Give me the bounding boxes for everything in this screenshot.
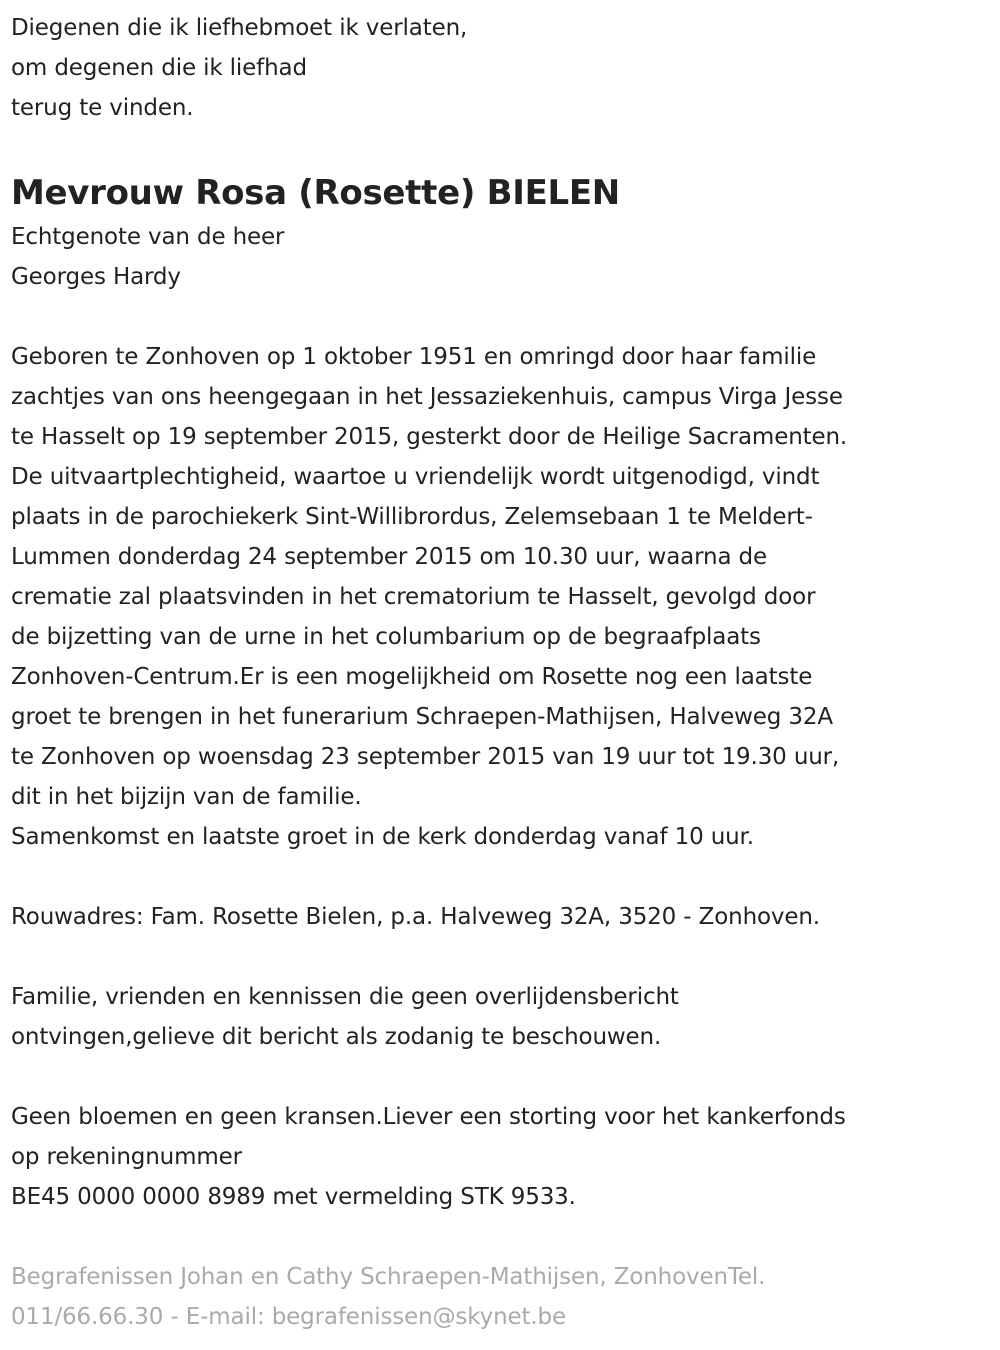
announcement-line: plaats in de parochiekerk Sint-Willibrordus, Zelemsebaan 1 te Meldert-	[11, 504, 813, 530]
mourning-address: Rouwadres: Fam. Rosette Bielen, p.a. Halveweg 32A, 3520 - Zonhoven.	[11, 904, 820, 930]
deceased-name: Mevrouw Rosa (Rosette) BIELEN	[11, 173, 620, 213]
spacer	[11, 297, 991, 337]
spacer	[11, 937, 991, 977]
announcement-text	[11, 337, 991, 857]
announcement-line: Geboren te Zonhoven op 1 oktober 1951 en omringd door haar familie	[11, 344, 817, 370]
spacer	[11, 1217, 991, 1257]
funeral-home-line: Begrafenissen Johan en Cathy Schraepen-Mathijsen, ZonhovenTel.	[11, 1264, 766, 1290]
obituary-document	[11, 8, 991, 1337]
verse-line: om degenen die ik liefhad	[11, 55, 307, 81]
verse-line: terug te vinden.	[11, 95, 194, 121]
notice-line: ontvingen,gelieve dit bericht als zodanig te beschouwen.	[11, 1024, 662, 1050]
announcement-line: Samenkomst en laatste groet in de kerk donderdag vanaf 10 uur.	[11, 824, 754, 850]
spouse-line: Georges Hardy	[11, 264, 181, 290]
announcement-line: groet te brengen in het funerarium Schraepen-Mathijsen, Halveweg 32A	[11, 704, 833, 730]
funeral-home-contact: 011/66.66.30 - E-mail: begrafenissen@skynet.be	[11, 1304, 566, 1330]
bank-account-line: BE45 0000 0000 8989 met vermelding STK 9533.	[11, 1184, 576, 1210]
announcement-line: te Zonhoven op woensdag 23 september 2015 van 19 uur tot 19.30 uur,	[11, 744, 840, 770]
announcement-line: de bijzetting van de urne in het columbarium op de begraafplaats	[11, 624, 761, 650]
announcement-line: Lummen donderdag 24 september 2015 om 10.30 uur, waarna de	[11, 544, 767, 570]
announcement-line: crematie zal plaatsvinden in het crematorium te Hasselt, gevolgd door	[11, 584, 816, 610]
spouse-line: Echtgenote van de heer	[11, 224, 285, 250]
announcement-line: te Hasselt op 19 september 2015, gesterkt door de Heilige Sacramenten.	[11, 424, 848, 450]
spacer	[11, 1057, 991, 1097]
notice-line: Familie, vrienden en kennissen die geen overlijdensbericht	[11, 984, 679, 1010]
spacer	[11, 857, 991, 897]
donation-line: Geen bloemen en geen kransen.Liever een storting voor het kankerfonds	[11, 1104, 846, 1130]
announcement-line: dit in het bijzijn van de familie.	[11, 784, 362, 810]
memorial-verse	[11, 8, 991, 128]
donation-text	[11, 1097, 991, 1217]
announcement-line: zachtjes van ons heengegaan in het Jessaziekenhuis, campus Virga Jesse	[11, 384, 843, 410]
notice-text	[11, 977, 991, 1057]
funeral-home-footer	[11, 1257, 991, 1337]
announcement-line: De uitvaartplechtigheid, waartoe u vriendelijk wordt uitgenodigd, vindt	[11, 464, 820, 490]
spouse-info	[11, 217, 991, 297]
donation-line: op rekeningnummer	[11, 1144, 242, 1170]
announcement-line: Zonhoven-Centrum.Er is een mogelijkheid om Rosette nog een laatste	[11, 664, 813, 690]
verse-line: Diegenen die ik liefhebmoet ik verlaten,	[11, 15, 468, 41]
